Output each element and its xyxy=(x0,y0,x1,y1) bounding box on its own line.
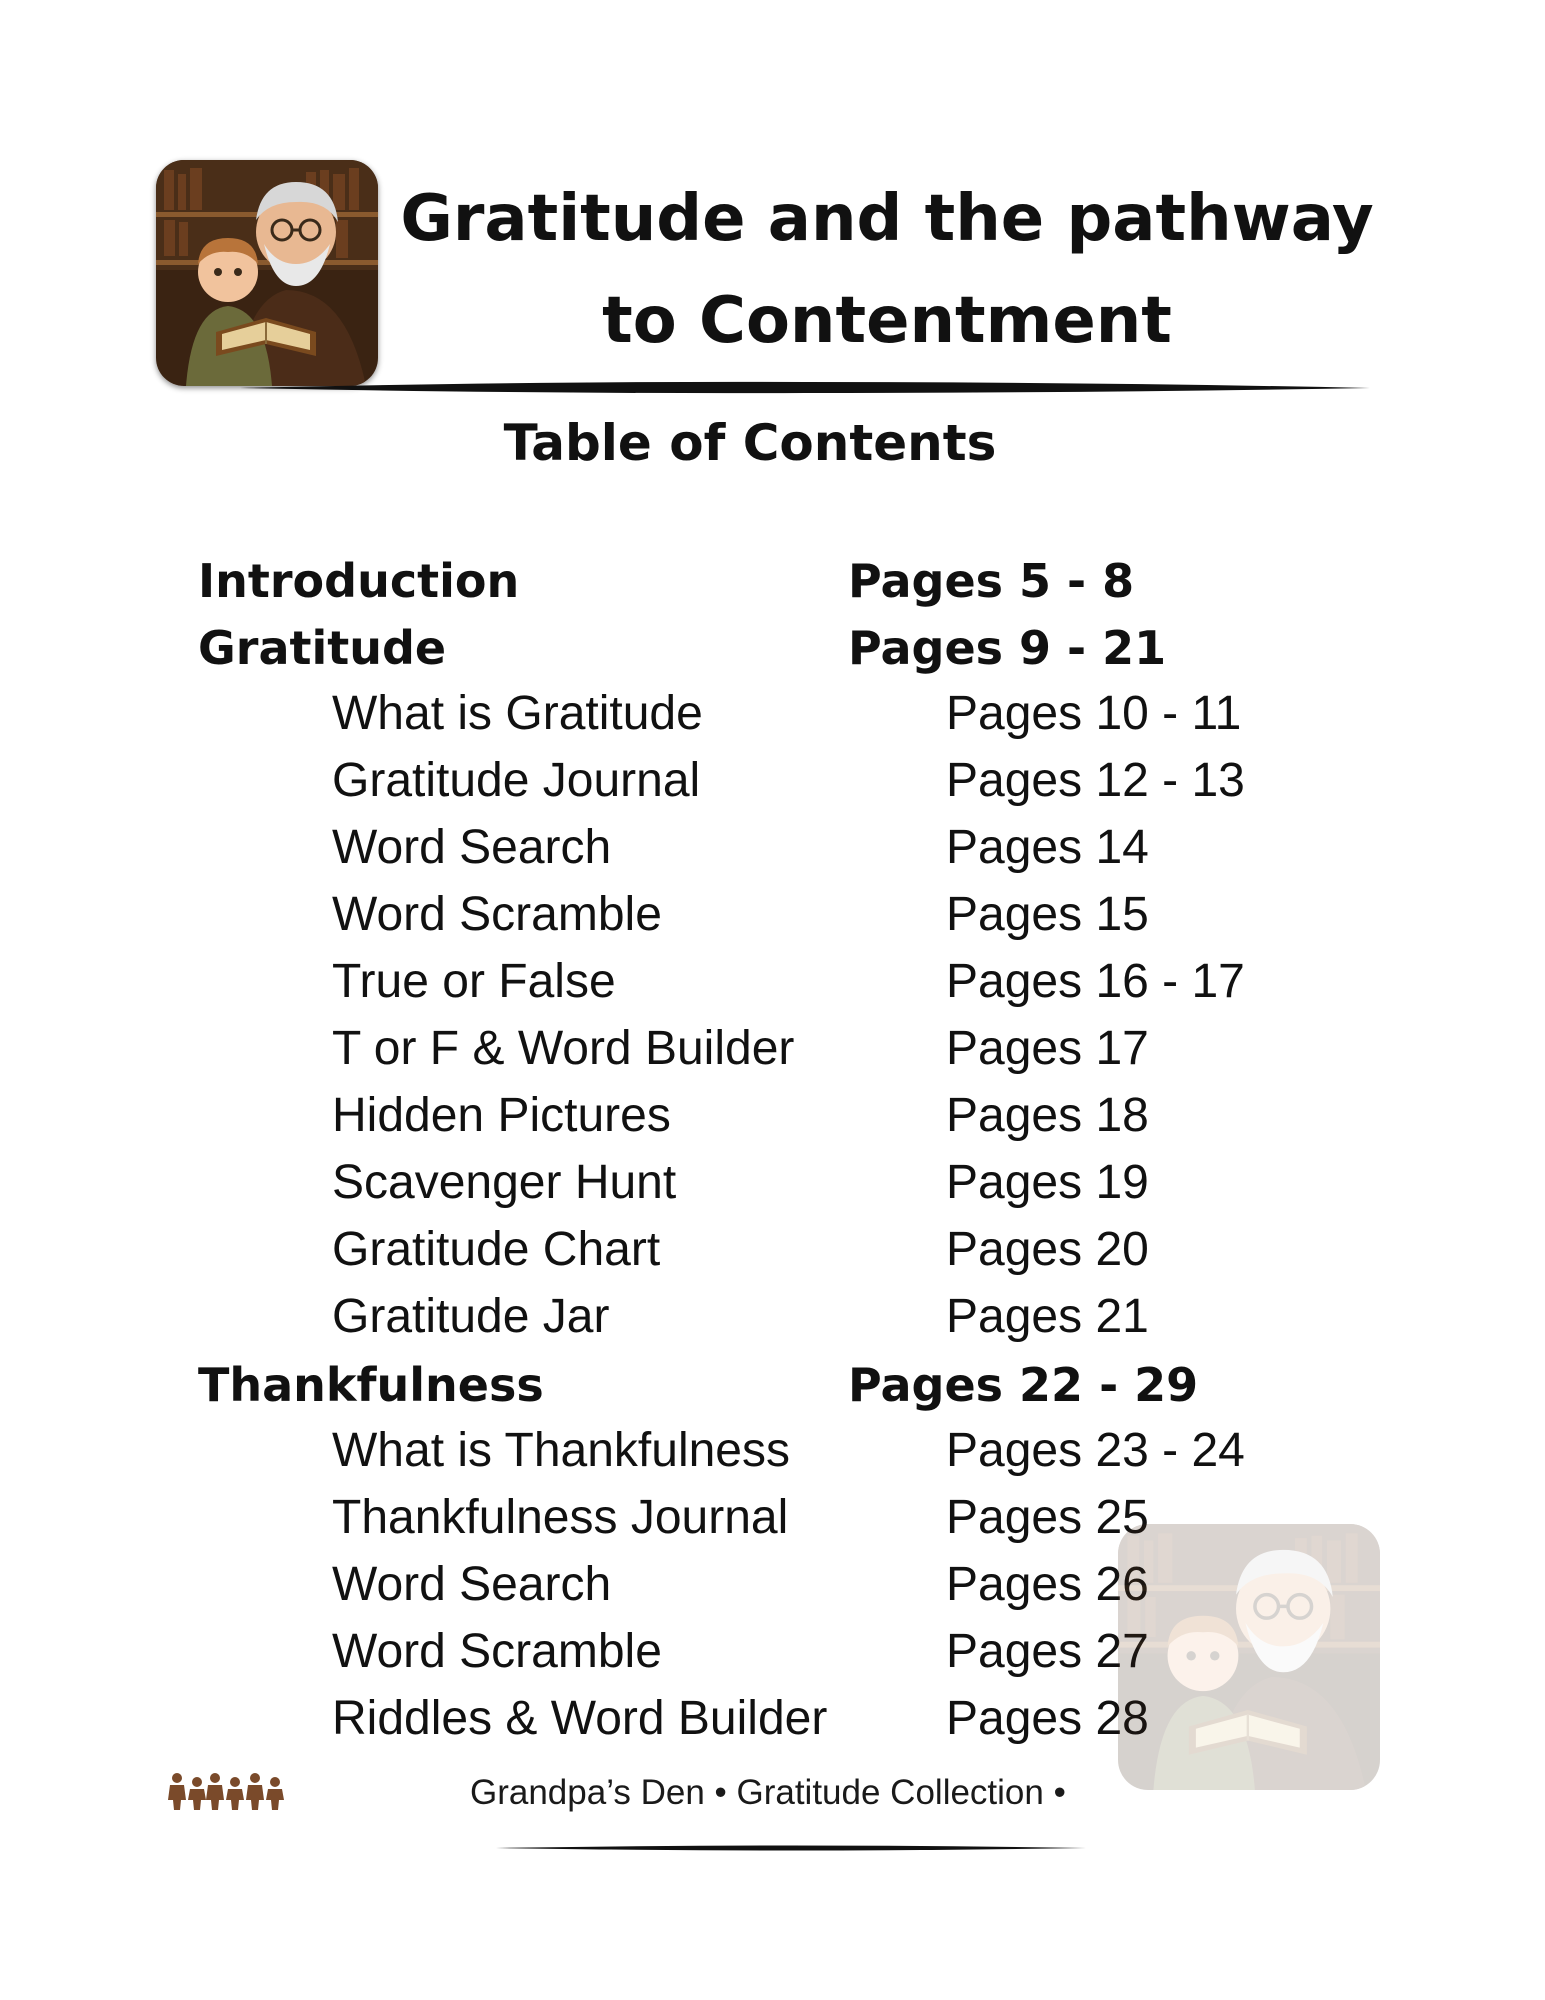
toc-entry-pages: Pages 9 - 21 xyxy=(848,621,1167,675)
toc-entry-label: Riddles & Word Builder xyxy=(332,1692,828,1745)
toc-entry-label: What is Gratitude xyxy=(332,687,703,740)
toc-heading: Table of Contents xyxy=(503,414,997,472)
title-line-1: Gratitude and the pathway xyxy=(400,182,1374,256)
toc-entry-pages: Pages 14 xyxy=(946,821,1149,874)
toc-entry-pages: Pages 16 - 17 xyxy=(946,955,1245,1008)
toc-entry xyxy=(0,617,1545,684)
toc-entry xyxy=(0,1421,1545,1488)
toc-entry-pages: Pages 5 - 8 xyxy=(848,554,1135,608)
toc-entry-label: Thankfulness Journal xyxy=(332,1491,789,1544)
header-divider xyxy=(240,380,1370,396)
toc-entry-label: T or F & Word Builder xyxy=(332,1022,795,1075)
toc-entry xyxy=(0,684,1545,751)
grandpa-reading-icon xyxy=(156,160,378,386)
toc-entry xyxy=(0,1019,1545,1086)
toc-entry-label: Gratitude Chart xyxy=(332,1223,661,1276)
family-figures-icon xyxy=(168,1772,286,1812)
toc-entry-label: Gratitude xyxy=(198,621,447,675)
toc-entry-label: Word Scramble xyxy=(332,888,662,941)
toc-entry-pages: Pages 15 xyxy=(946,888,1149,941)
title-line-2: to Contentment xyxy=(602,284,1172,358)
toc-entry-label: Thankfulness xyxy=(198,1358,544,1412)
toc-entry-pages: Pages 28 xyxy=(946,1692,1149,1745)
toc-entry-pages: Pages 12 - 13 xyxy=(946,754,1245,807)
toc-entry-pages: Pages 19 xyxy=(946,1156,1149,1209)
watermark-illustration xyxy=(1118,1524,1380,1790)
toc-entry-label: Gratitude Journal xyxy=(332,754,701,807)
logo-illustration xyxy=(156,160,378,386)
toc-entry xyxy=(0,1153,1545,1220)
toc-entry-label: Word Scramble xyxy=(332,1625,662,1678)
toc-entry xyxy=(0,550,1545,617)
toc-entry-label: True or False xyxy=(332,955,616,1008)
toc-entry-pages: Pages 23 - 24 xyxy=(946,1424,1245,1477)
toc-entry xyxy=(0,818,1545,885)
toc-entry-label: Introduction xyxy=(198,554,520,608)
toc-entry-pages: Pages 26 xyxy=(946,1558,1149,1611)
toc-entry-label: Word Search xyxy=(332,821,612,874)
grandpa-reading-watermark-icon xyxy=(1118,1524,1380,1790)
toc-entry-label: Gratitude Jar xyxy=(332,1290,610,1343)
toc-entry xyxy=(0,1086,1545,1153)
toc-entry-pages: Pages 22 - 29 xyxy=(848,1358,1199,1412)
toc-entry-pages: Pages 21 xyxy=(946,1290,1149,1343)
toc-entry xyxy=(0,1354,1545,1421)
toc-entry-pages: Pages 18 xyxy=(946,1089,1149,1142)
toc-entry-label: Scavenger Hunt xyxy=(332,1156,677,1209)
toc-entry-label: What is Thankfulness xyxy=(332,1424,790,1477)
toc-entry-pages: Pages 20 xyxy=(946,1223,1149,1276)
toc-entry xyxy=(0,952,1545,1019)
footer-text: Grandpa’s Den • Gratitude Collection • xyxy=(470,1773,1066,1812)
toc-entry-pages: Pages 25 xyxy=(946,1491,1149,1544)
toc-entry xyxy=(0,751,1545,818)
toc-entry-label: Hidden Pictures xyxy=(332,1089,671,1142)
toc-entry-pages: Pages 27 xyxy=(946,1625,1149,1678)
toc-entry xyxy=(0,1220,1545,1287)
toc-entry xyxy=(0,1287,1545,1354)
toc-entry-pages: Pages 17 xyxy=(946,1022,1149,1075)
toc-entry-pages: Pages 10 - 11 xyxy=(946,687,1242,740)
footer-divider xyxy=(496,1843,1086,1853)
toc-entry xyxy=(0,885,1545,952)
toc-entry-label: Word Search xyxy=(332,1558,612,1611)
